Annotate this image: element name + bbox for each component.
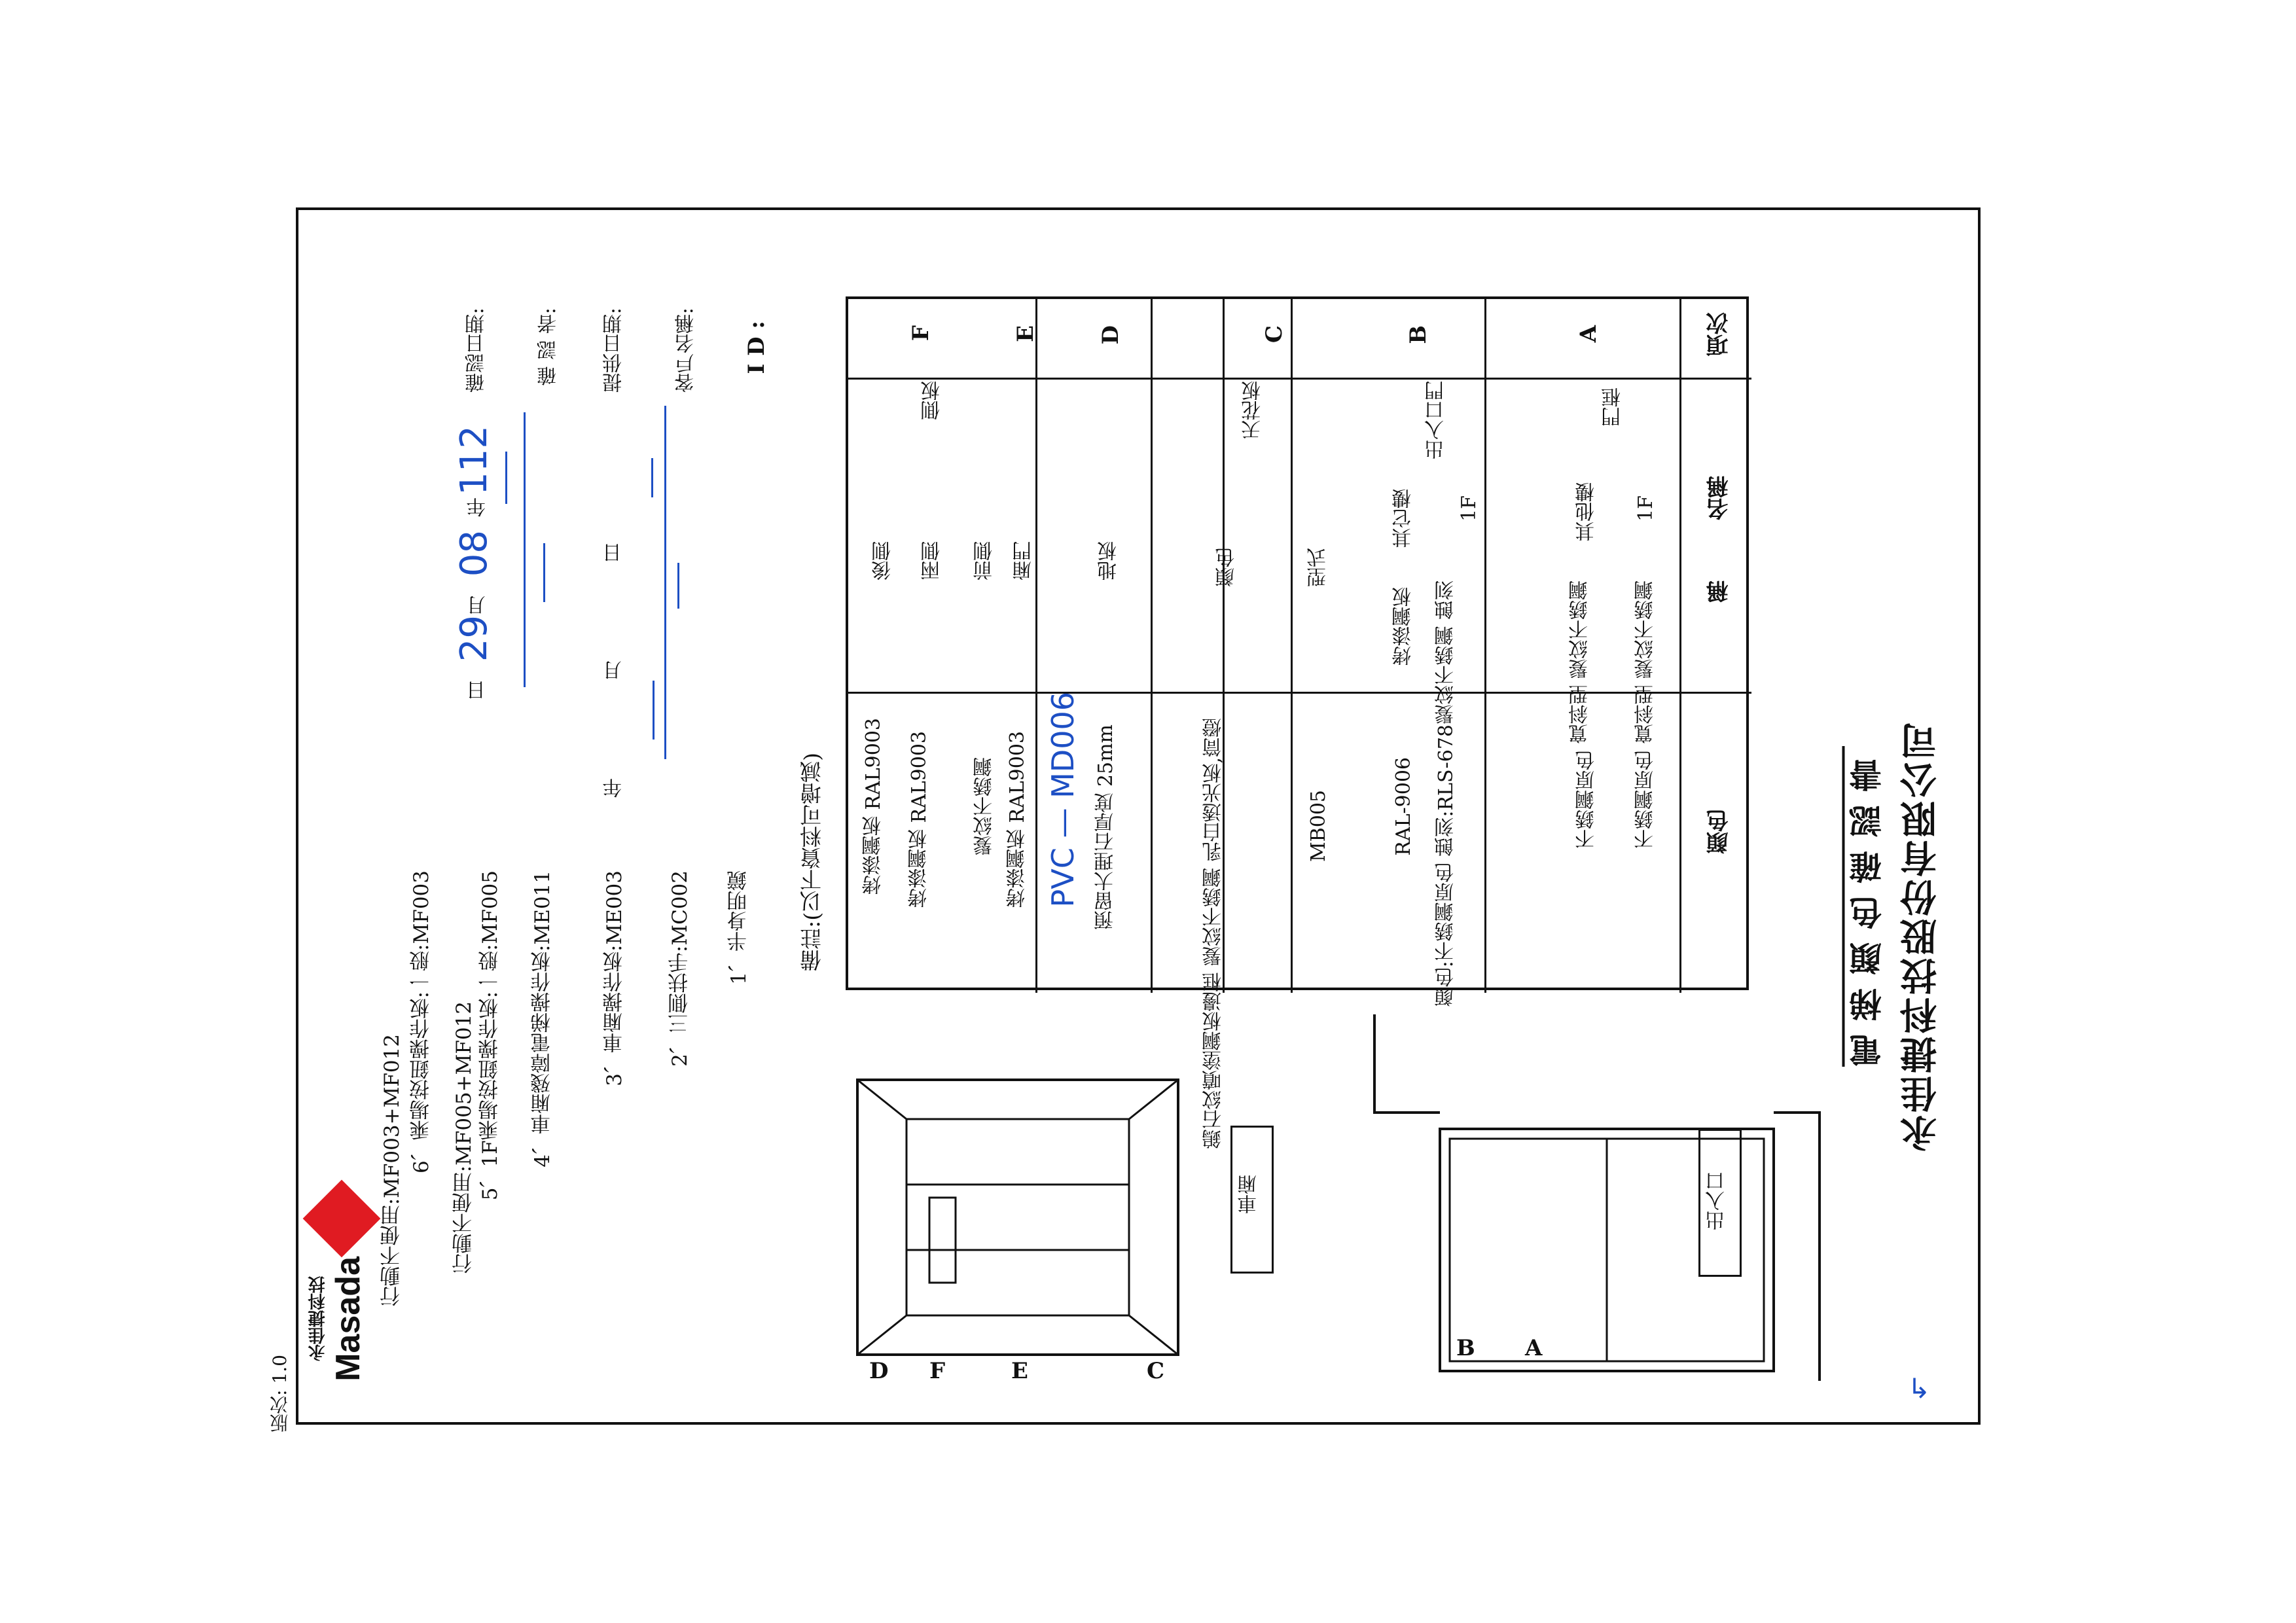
note-4: 4、車廂殘障電梯操作板:ME011 xyxy=(531,870,554,1168)
logo-brand: Masada xyxy=(329,1257,367,1382)
row-b-floor-2: 其它樓 xyxy=(1392,489,1415,548)
note-3: 3、車廂操作板:ME003 xyxy=(603,870,626,1086)
car-label: 車廂 xyxy=(1238,1175,1261,1214)
note-1: 1、半身明鏡 xyxy=(727,870,751,985)
row-f-back-value: 烤漆鋼板 RAL9003 xyxy=(862,718,885,895)
entrance-diagram xyxy=(1361,1014,1833,1381)
note-6: 6、乘場按鈕操作板:一般:MF003 xyxy=(410,870,433,1174)
row-b-floor-1: 1F xyxy=(1458,495,1480,522)
confirm-month: 08 xyxy=(453,530,495,577)
note-5b: 行動不便用:MF005+MF012 xyxy=(452,1001,476,1274)
row-a-color-1: 不銹鋼原色 xyxy=(1634,751,1657,849)
row-e-label: 廂門 xyxy=(1013,541,1035,580)
row-f-letter: F xyxy=(908,325,934,342)
entrance-label: 出入口 xyxy=(1706,1171,1729,1230)
row-d-handwritten: PVC — MD006 xyxy=(1045,692,1081,908)
confirm-day-char: 日 xyxy=(467,681,490,700)
callout-e: E xyxy=(1011,1358,1028,1384)
row-a-spec-1: 寬斜型 髮紋不銹鋼 xyxy=(1634,580,1657,744)
row-a-floor-2: 其他樓 xyxy=(1575,482,1598,541)
row-f-side-value: 烤漆鋼板 RAL9003 xyxy=(908,731,931,908)
row-f-back-label: 後側 xyxy=(872,541,895,580)
row-c-group: 天花板 xyxy=(1242,381,1265,440)
version-label: 版次: 1.0 xyxy=(269,1355,291,1433)
row-c-label-2: 顏色 xyxy=(1215,548,1238,587)
row-d-letter: D xyxy=(1098,325,1124,345)
row-f-front-value: 髮紋不銹鋼 xyxy=(973,757,996,855)
row-c-label-1: 型式 xyxy=(1307,548,1330,587)
note-2: 2、三側扶手:MC002 xyxy=(668,870,692,1067)
id-label: I D : xyxy=(744,321,770,374)
confirm-month-char: 月 xyxy=(467,596,490,615)
confirmer-label: 確 認 者: xyxy=(537,308,560,386)
confirm-year-char: 年 xyxy=(467,497,490,517)
row-b-spec-2: 烤漆鋼板 xyxy=(1392,587,1415,666)
color-spec-table xyxy=(846,296,1749,1149)
row-a-floor-1: 1F xyxy=(1634,495,1657,522)
row-c-value-1: MB005 xyxy=(1307,790,1330,863)
confirm-date-label: 確認日期: xyxy=(465,308,488,393)
confirm-year: 112 xyxy=(453,425,495,495)
row-e-letter: E xyxy=(1013,325,1039,342)
customer-label: 客戶名稱: xyxy=(675,308,698,393)
row-a-color-2: 不銹鋼原色 xyxy=(1575,751,1598,849)
row-f-group: 側板 xyxy=(921,381,944,420)
logo-brand-cn: 永佳捷科技 xyxy=(308,1276,328,1361)
note-5: 5、1F乘場按鈕操作板:一般:MF005 xyxy=(478,870,502,1201)
row-c-value-2: 鎢石紋噴塗鋼板邊框 髮紋不銹鋼 乳白透光板,筒燈 xyxy=(1202,718,1225,1149)
header-item: 項次 xyxy=(1706,312,1732,357)
row-d-value: 預留大理石厚度 25mm xyxy=(1094,724,1117,931)
row-f-front-label: 前側 xyxy=(973,541,996,580)
row-b-color-2: RAL-9006 xyxy=(1392,757,1415,856)
confirmer-signature xyxy=(497,412,556,687)
row-b-spec-1: 髮紋不銹鋼 蝕刻 xyxy=(1435,580,1458,724)
header-spec: 稱 xyxy=(1706,580,1732,603)
row-d-label: 地板 xyxy=(1098,541,1121,580)
document-title: 電梯顏色確認書 xyxy=(1842,746,1889,1067)
customer-signature xyxy=(645,406,691,759)
callout-a: A xyxy=(1525,1335,1543,1361)
callout-c: C xyxy=(1147,1358,1165,1384)
company-title: 永佳捷科技股份有限公司 xyxy=(1899,720,1943,1152)
header-color: 顏色 xyxy=(1706,810,1732,854)
row-c-letter: C xyxy=(1261,325,1287,344)
car-diagram xyxy=(851,1073,1191,1368)
row-f-side-label: 兩側 xyxy=(921,541,944,580)
row-a-spec-2: 寬斜型 髮紋不銹鋼 xyxy=(1569,580,1592,744)
row-b-group: 出入口門 xyxy=(1425,381,1448,459)
notes-header: 備註:(以下資料可增減) xyxy=(799,753,825,971)
callout-f: F xyxy=(929,1358,946,1384)
note-6b: 行動不便用:MF003+MF012 xyxy=(380,1034,404,1307)
row-a-letter: A xyxy=(1575,325,1602,343)
row-b-color-1: 顏色:不銹鋼原色 蝕刻:RLS-678 xyxy=(1435,724,1458,1007)
header-name: 名稱 xyxy=(1706,476,1732,520)
return-arrow-icon: ↳ xyxy=(1907,1372,1931,1404)
callout-b: B xyxy=(1456,1335,1475,1361)
provided-date-format: 年 月 日 xyxy=(603,497,626,798)
callout-d: D xyxy=(869,1358,889,1384)
row-a-group: 門框 xyxy=(1602,387,1624,427)
provided-date-label: 提供日期: xyxy=(603,308,626,393)
row-e-value: 烤漆鋼板 RAL9003 xyxy=(1006,731,1029,908)
confirm-day: 29 xyxy=(453,615,495,662)
row-b-letter: B xyxy=(1405,325,1431,344)
